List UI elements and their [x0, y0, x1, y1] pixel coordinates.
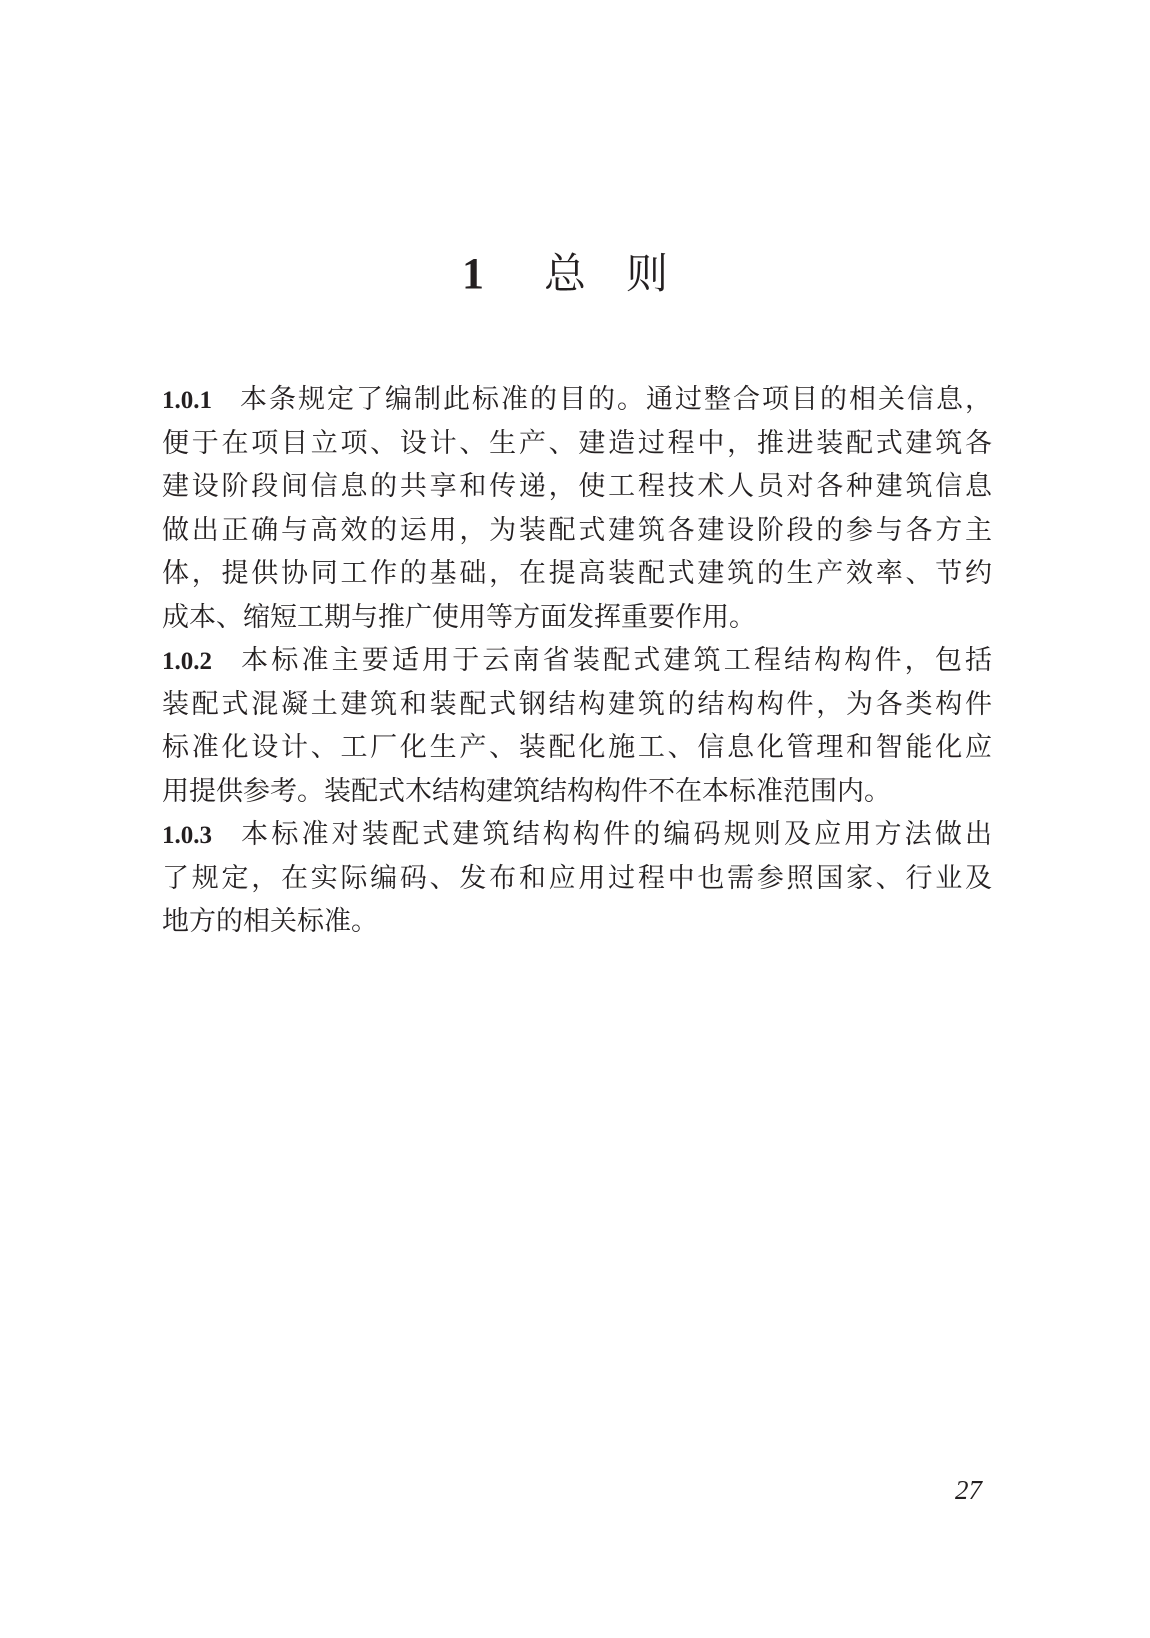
- clause-number: 1.0.1: [162, 387, 212, 414]
- clause-line: [162, 378, 992, 422]
- clause-line: 地方的相关标准。: [162, 906, 378, 937]
- clause-line: 标准化设计、工厂化生产、装配化施工、信息化管理和智能化应: [162, 732, 992, 763]
- chapter-title-char: 总: [543, 249, 586, 298]
- clause-line: 了规定，在实际编码、发布和应用过程中也需参照国家、行业及: [162, 862, 992, 894]
- clause-text: 本条规定了编制此标准的目的。通过整合项目的相关信息，: [238, 384, 992, 415]
- clause-number: 1.0.3: [162, 822, 212, 849]
- clause-line: 建设阶段间信息的共享和传递，使工程技术人员对各种建筑信息: [162, 471, 992, 502]
- chapter-title-char: 则: [626, 249, 669, 298]
- chapter-body: [162, 378, 992, 944]
- chapter-number: 1: [461, 249, 484, 298]
- clause-number: 1.0.2: [162, 648, 212, 675]
- clause-line: 用提供参考。装配式木结构建筑结构构件不在本标准范围内。: [162, 775, 891, 807]
- clause-line: 成本、缩短工期与推广使用等方面发挥重要作用。: [162, 601, 756, 633]
- clause-text: 本标准对装配式建筑结构构件的编码规则及应用方法做出: [238, 819, 992, 850]
- clause-text: 本标准主要适用于云南省装配式建筑工程结构构件，包括: [238, 645, 992, 676]
- clause-line: 便于在项目立项、设计、生产、建造过程中，推进装配式建筑各: [162, 427, 992, 459]
- clause-line: 装配式混凝土建筑和装配式钢结构建筑的结构构件，为各类构件: [162, 688, 992, 720]
- chapter-title: [0, 248, 1150, 300]
- clause-line: 体，提供协同工作的基础，在提高装配式建筑的生产效率、节约: [162, 558, 992, 589]
- clause-line: [162, 639, 992, 683]
- clause-line: 做出正确与高效的运用，为装配式建筑各建设阶段的参与各方主: [162, 514, 992, 546]
- page-number: 27: [955, 1475, 982, 1505]
- clause-line: [162, 813, 992, 857]
